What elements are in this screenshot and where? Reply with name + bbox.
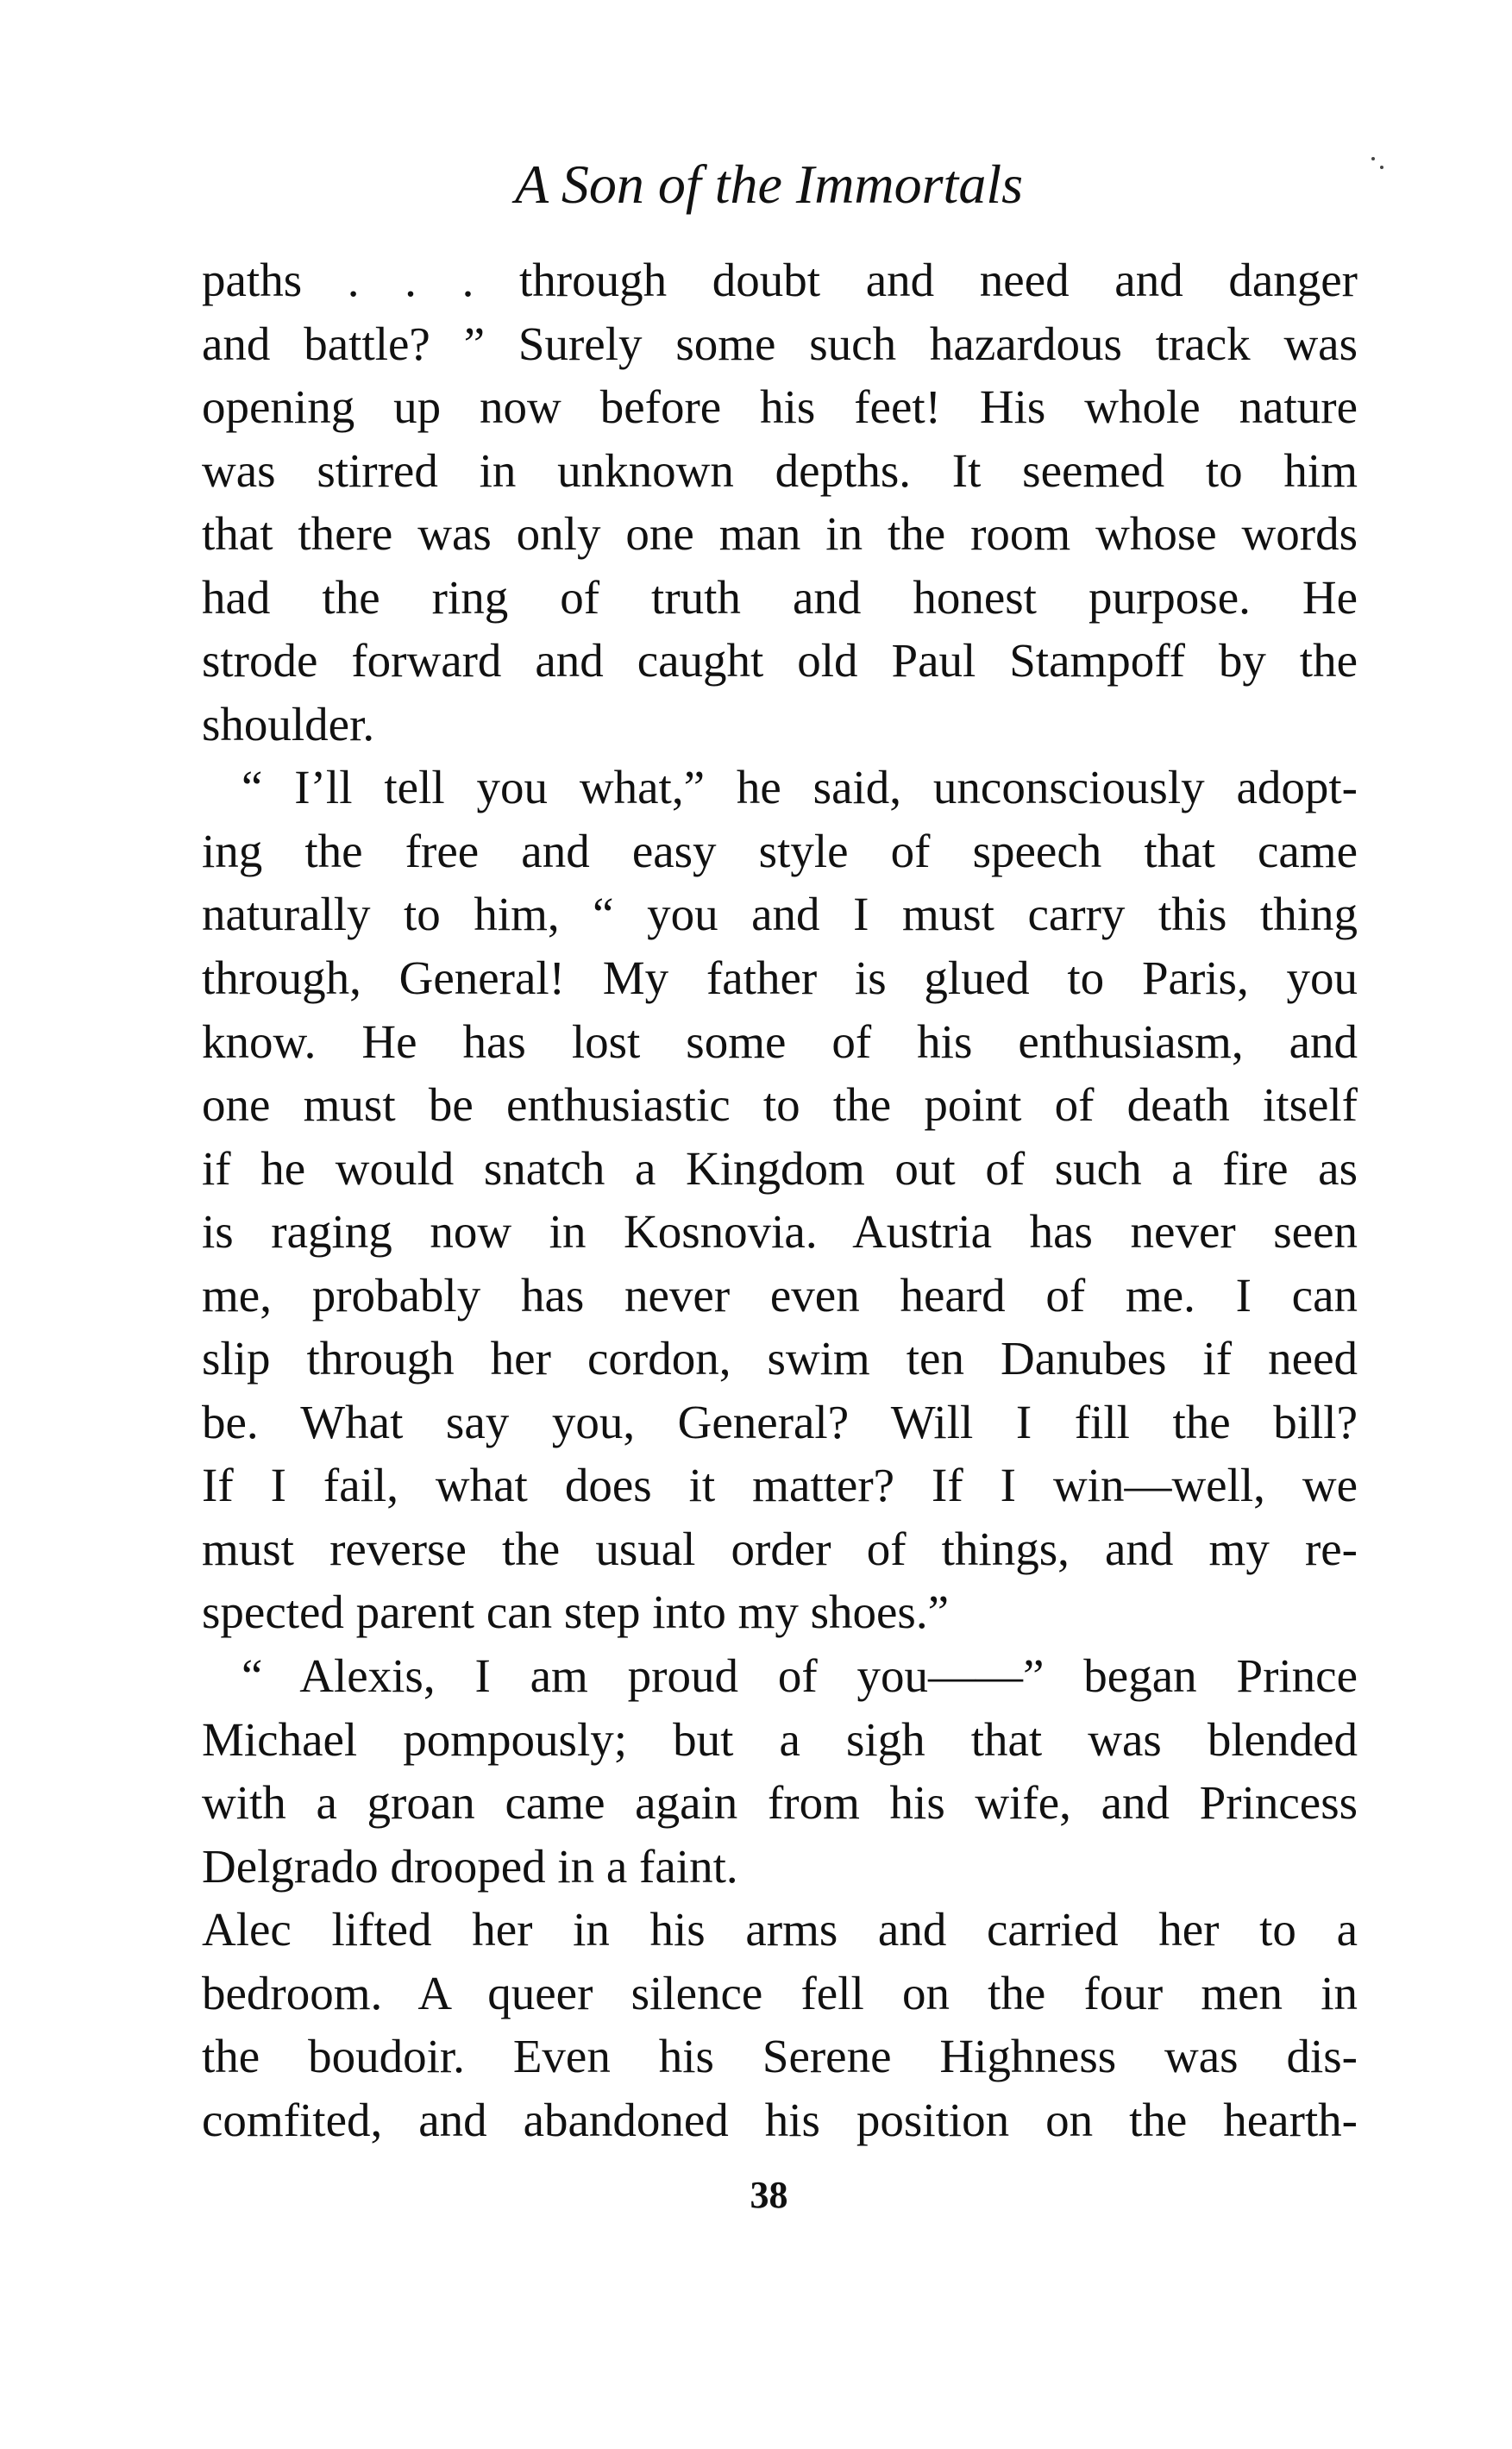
text-line: comfited, and abandoned his position on the hearth- bbox=[202, 2093, 1358, 2146]
text-line: know. He has lost some of his enthusiasm, and bbox=[202, 1014, 1358, 1068]
scan-speck bbox=[1371, 157, 1375, 160]
text-line: Michael pompously; but a sigh that was blended bbox=[202, 1712, 1358, 1766]
text-line: be. What say you, General? Will I fill the bill? bbox=[202, 1395, 1358, 1448]
text-line: If I fail, what does it matter? If I win—well, we bbox=[202, 1459, 1358, 1512]
text-line: “ I’ll tell you what,” he said, unconsciously adopt- bbox=[242, 761, 1358, 814]
text-line: strode forward and caught old Paul Stampoff by the bbox=[202, 634, 1358, 688]
text-line: is raging now in Kosnovia. Austria has never seen bbox=[202, 1205, 1358, 1259]
text-line: and battle? ” Surely some such hazardous track was bbox=[202, 317, 1358, 370]
text-line: spected parent can step into my shoes.” bbox=[202, 1586, 949, 1639]
text-line: paths . . . through doubt and need and danger bbox=[202, 254, 1358, 306]
scan-speck bbox=[1380, 166, 1383, 169]
text-line: opening up now before his feet! His whole nature bbox=[202, 380, 1358, 434]
text-line: Delgrado drooped in a faint. bbox=[202, 1839, 738, 1893]
text-line: with a groan came again from his wife, and Princess bbox=[202, 1776, 1358, 1830]
text-line: if he would snatch a Kingdom out of such a fire as bbox=[202, 1141, 1358, 1195]
text-line: the boudoir. Even his Serene Highness was dis- bbox=[202, 2030, 1358, 2083]
running-title: A Son of the Immortals bbox=[514, 154, 1024, 215]
text-line: Alec lifted her in his arms and carried her to a bbox=[202, 1903, 1358, 1956]
text-line: me, probably has never even heard of me. I can bbox=[202, 1268, 1358, 1322]
text-line: must reverse the usual order of things, and my re- bbox=[202, 1522, 1358, 1575]
text-line: through, General! My father is glued to Paris, you bbox=[202, 951, 1358, 1005]
text-line: that there was only one man in the room whose words bbox=[202, 507, 1358, 561]
page-number: 38 bbox=[750, 2174, 788, 2216]
text-line: slip through her cordon, swim ten Danubes if need bbox=[202, 1332, 1358, 1385]
text-line: shoulder. bbox=[202, 697, 375, 750]
body-text bbox=[202, 248, 1358, 2151]
text-line: was stirred in unknown depths. It seemed to him bbox=[202, 443, 1358, 497]
text-line: “ Alexis, I am proud of you——” began Prince bbox=[242, 1649, 1358, 1703]
text-line: naturally to him, “ you and I must carry this thing bbox=[202, 888, 1358, 941]
text-line: ing the free and easy style of speech that came bbox=[202, 824, 1358, 877]
text-line: one must be enthusiastic to the point of death itself bbox=[202, 1078, 1358, 1132]
text-line: bedroom. A queer silence fell on the four men in bbox=[202, 1966, 1358, 2019]
text-line: had the ring of truth and honest purpose. He bbox=[202, 570, 1358, 624]
